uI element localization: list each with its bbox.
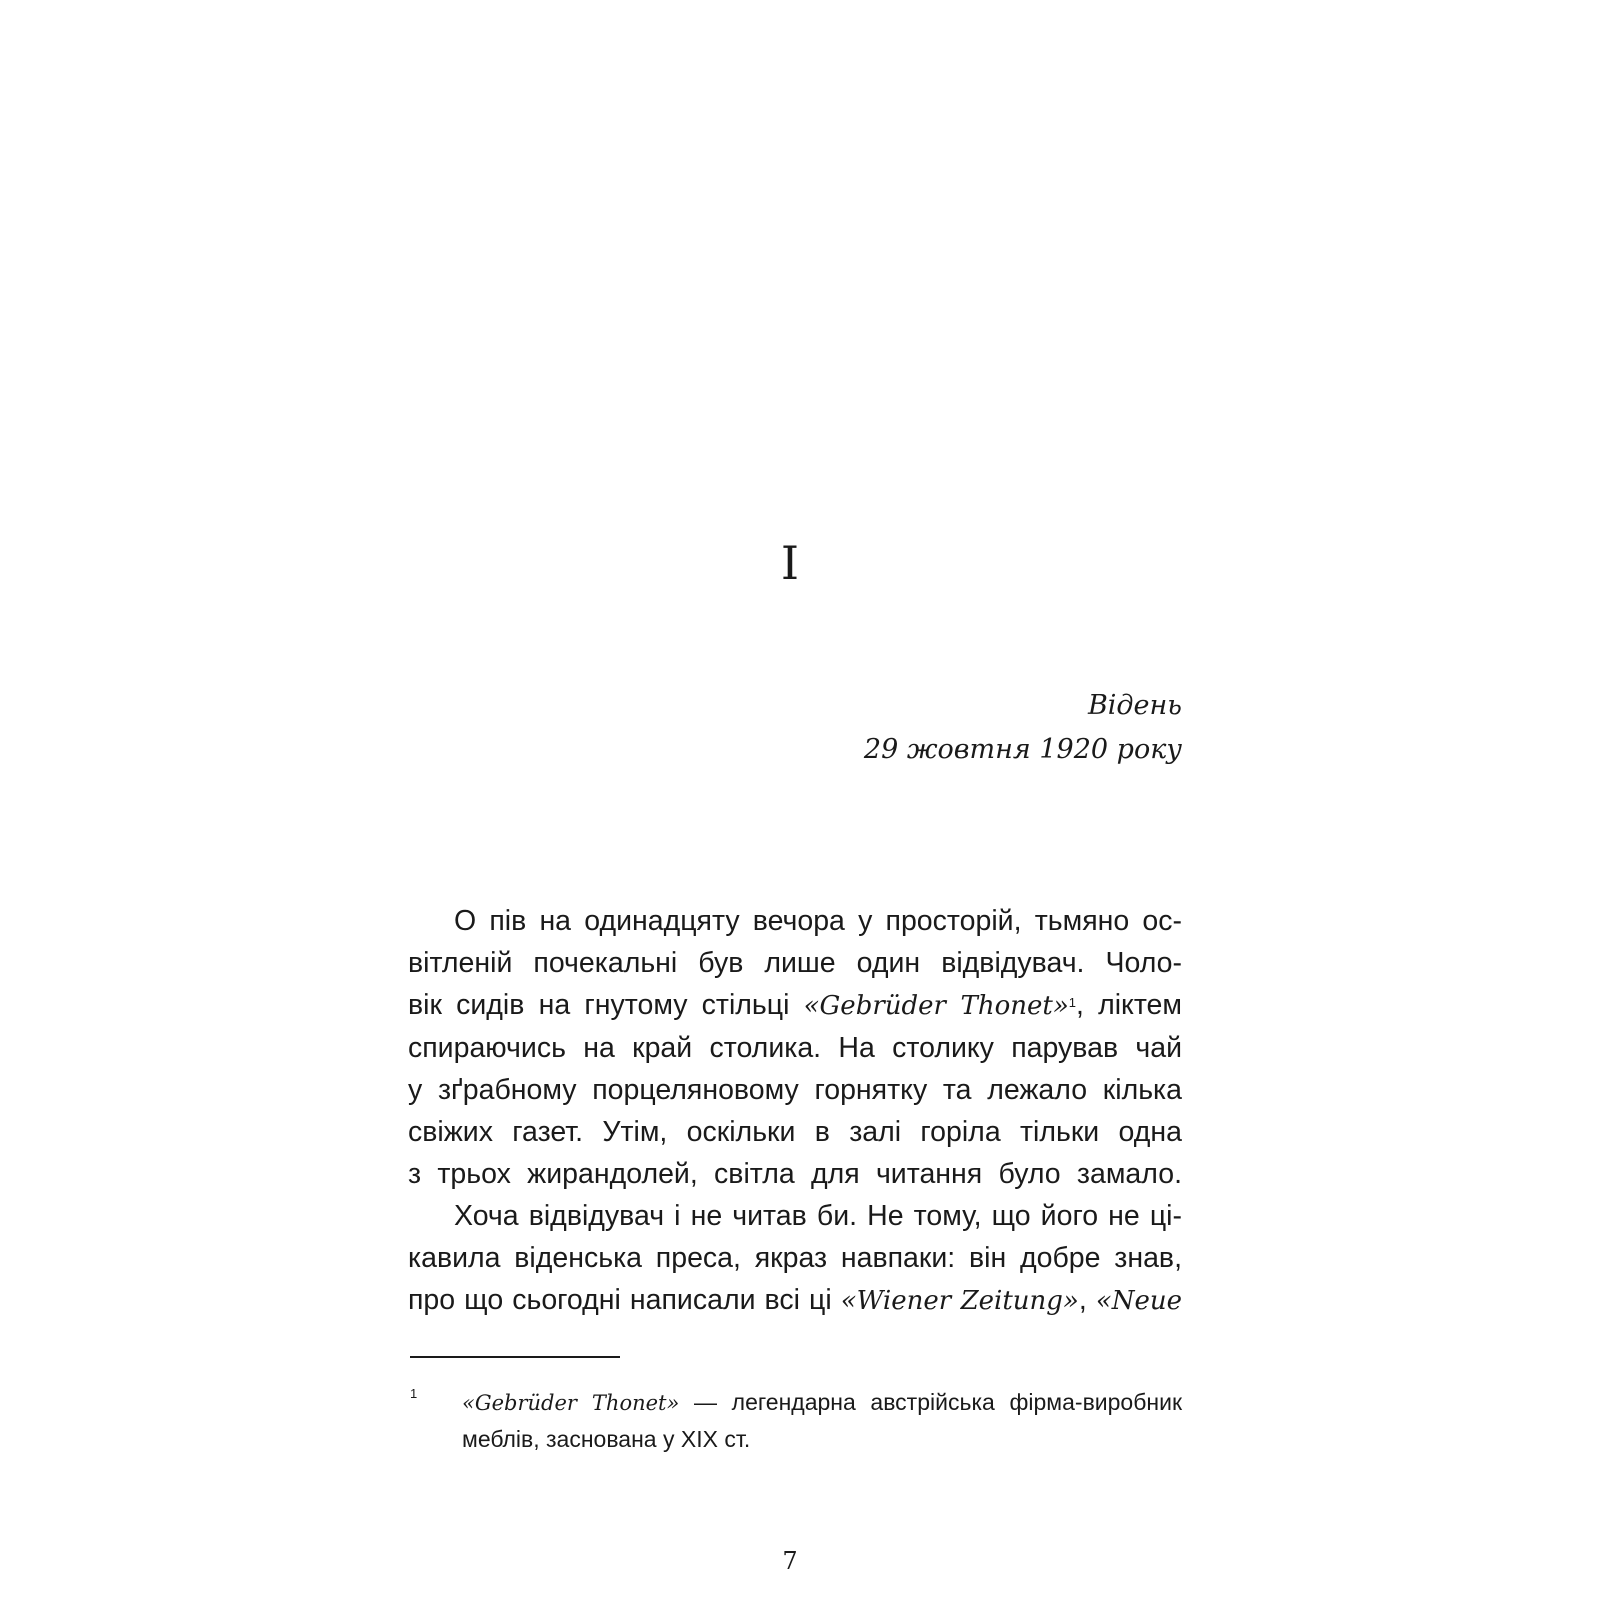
thonet-italic: «Gebrüder Thonet» — [803, 991, 1069, 1021]
body-line-5: у зґрабному порцеляновому горнятку та лежало кілька — [408, 1074, 1182, 1106]
neue-italic: «Neue — [1095, 1286, 1182, 1316]
body-line-10 — [408, 1279, 1182, 1322]
body-line-4: спираючись на край столика. На столику парував чай — [408, 1032, 1182, 1064]
footnote-line-2: меблів, заснована у XIX ст. — [462, 1426, 751, 1452]
body-line-10-sep: , — [1078, 1284, 1096, 1316]
body-line-1: О пів на одинадцяту вечора у просторій, тьмяно ос- — [454, 905, 1182, 937]
dateline — [400, 684, 1182, 772]
body-line-7: з трьох жирандолей, світла для читання було замало. — [408, 1158, 1182, 1190]
body-line-2: вітленій почекальні був лише один відвідувач. Чоло- — [408, 947, 1182, 979]
dateline-date: 29 жовтня 1920 року — [863, 734, 1182, 765]
body-text — [408, 900, 1182, 1322]
footnote-text — [462, 1384, 1182, 1457]
body-line-10-text: про що сьогодні написали всі ці — [408, 1284, 841, 1316]
footnote-ref[interactable]: 1 — [1068, 995, 1076, 1010]
footnote-mark: 1 — [410, 1386, 418, 1401]
footnote-divider — [410, 1356, 620, 1358]
body-line-9: кавила віденська преса, якраз навпаки: він добре знав, — [408, 1242, 1182, 1274]
footnote-line-1-rest: — легендарна австрійська фірма-виробник — [679, 1389, 1183, 1415]
footnote — [410, 1384, 1182, 1457]
body-line-3 — [408, 984, 1182, 1027]
page-number: 7 — [782, 1547, 798, 1575]
body-line-8: Хоча відвідувач і не читав би. Не тому, що його не ці- — [454, 1200, 1182, 1232]
footnote-line-1 — [462, 1384, 1182, 1421]
body-line-3-end: , ліктем — [1075, 989, 1182, 1021]
footnote-italic: «Gebrüder Thonet» — [462, 1391, 680, 1415]
chapter-number: I — [780, 536, 800, 590]
body-line-6: свіжих газет. Утім, оскільки в залі горіла тільки одна — [408, 1116, 1182, 1148]
body-line-3-text: вік сидів на гнутому стільці — [408, 989, 804, 1021]
wiener-zeitung-italic: «Wiener Zeitung» — [840, 1286, 1079, 1316]
dateline-place: Відень — [1087, 690, 1182, 721]
